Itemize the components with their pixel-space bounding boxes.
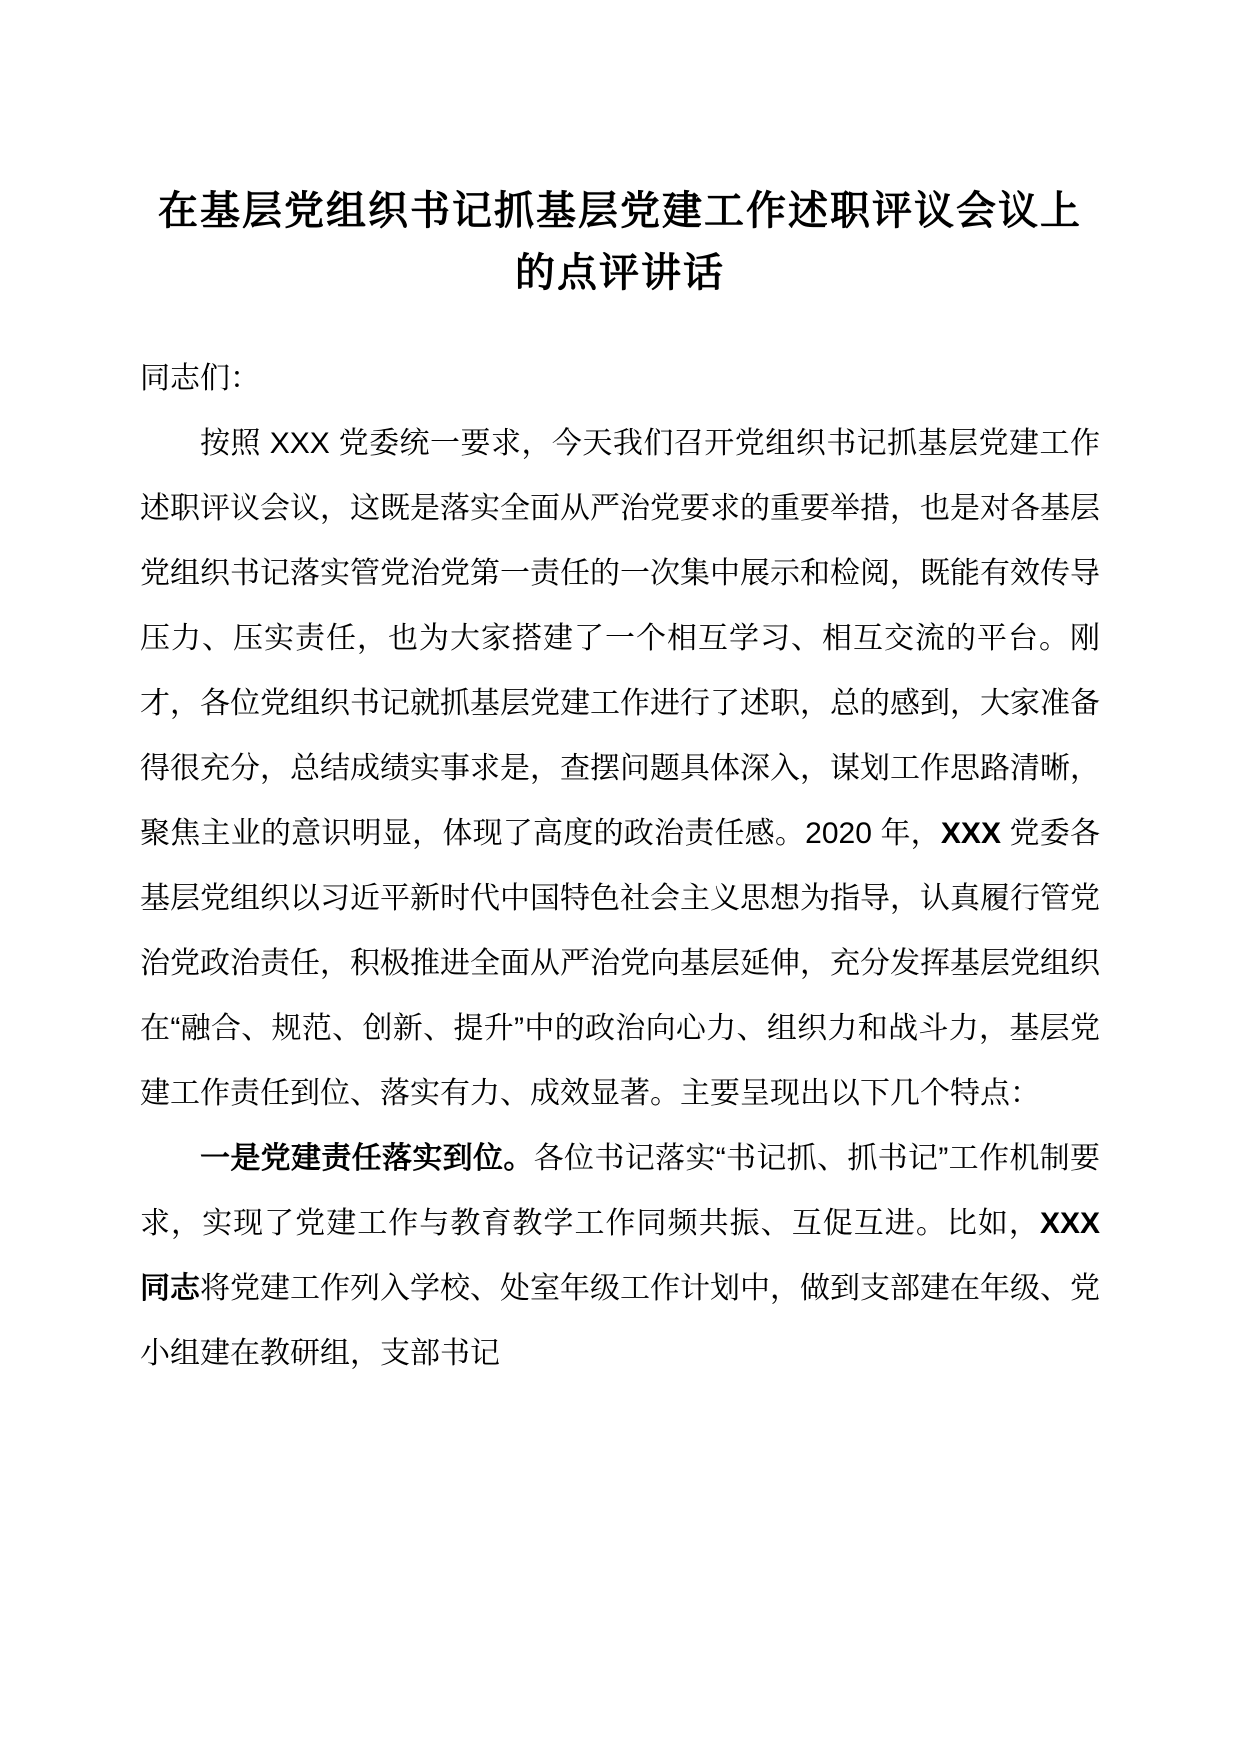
document-body bbox=[140, 346, 1100, 1386]
document-title: 在基层党组织书记抓基层党建工作述职评议会议上的点评讲话 bbox=[158, 189, 1082, 295]
paragraph bbox=[140, 411, 1100, 1126]
bold-text-run: 一是党建责任落实到位。 bbox=[200, 1142, 534, 1175]
text-run: 按照 XXX 党委统一要求，今天我们召开党组织书记抓基层党建工作述职评议会议，这既是落实全面从严治党要求的重要举措，也是对各基层党组织书记落实管党治党第一责任的一次集中展示和检阅，既能有效传导压力、压实责任，也为大家搭建了一个相互学习、相互交流的平台。刚才，各位党组织书记就抓基层党建工作进行了述职，总的感到，大家准备得很充分，总结成绩实事求是，查摆问题具体深入，谋划工作思路清晰，聚焦主业的意识明显，体现了高度的政治责任感。2020 年， bbox=[140, 427, 1100, 850]
bold-text-run: XXX bbox=[940, 817, 1001, 850]
paragraph bbox=[140, 1126, 1100, 1386]
bold-text-run: XXX 同志 bbox=[140, 1207, 1100, 1305]
text-run: 党委各基层党组织以习近平新时代中国特色社会主义思想为指导，认真履行管党治党政治责任，积极推进全面从严治党向基层延伸，充分发挥基层党组织在“融合、规范、创新、提升”中的政治向心力、组织力和战斗力，基层党建工作责任到位、落实有力、成效显著。主要呈现出以下几个特点： bbox=[140, 817, 1100, 1110]
text-run: 同志们： bbox=[140, 362, 260, 395]
text-run: 各位书记落实“书记抓、抓书记”工作机制要求，实现了党建工作与教育教学工作同频共振、互促互进。比如， bbox=[140, 1142, 1101, 1240]
text-run: 将党建工作列入学校、处室年级工作计划中，做到支部建在年级、党小组建在教研组，支部书记 bbox=[140, 1272, 1100, 1370]
paragraph bbox=[140, 346, 1100, 411]
